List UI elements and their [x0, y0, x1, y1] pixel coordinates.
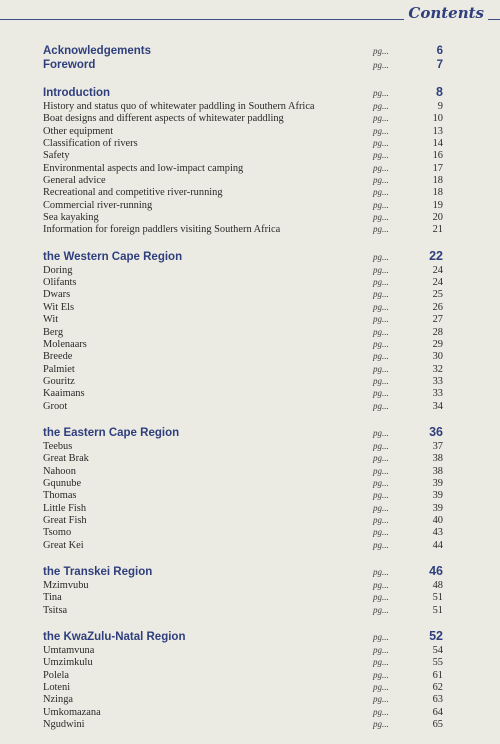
toc-entry-title: Umkomazana: [43, 706, 101, 718]
toc-entry-title: Wit Els: [43, 301, 75, 313]
toc-entry-title: Polela: [43, 669, 69, 681]
toc-entry[interactable]: [43, 656, 443, 668]
toc-page-number: 25: [432, 289, 443, 301]
toc-entry[interactable]: [43, 137, 443, 149]
toc-page-abbrev: pg...: [373, 604, 389, 615]
toc-entry-title: Sea kayaking: [43, 212, 99, 224]
toc-page-abbrev: pg...: [373, 113, 389, 124]
section-gap: [43, 551, 443, 563]
toc-page-number: 43: [432, 527, 443, 539]
toc-entry-title: Doring: [43, 264, 73, 276]
toc-entry-title: Tsomo: [43, 527, 72, 539]
toc-page-abbrev: pg...: [373, 199, 389, 210]
toc-page-abbrev: pg...: [373, 162, 389, 173]
toc-entry-title: Mzimvubu: [43, 580, 89, 591]
toc-page-abbrev: pg...: [373, 314, 389, 325]
toc-page-number: 29: [432, 338, 443, 350]
toc-entry[interactable]: [43, 502, 443, 514]
toc-page-abbrev: pg...: [373, 88, 389, 98]
toc-entry-title: Other equipment: [43, 125, 114, 137]
toc-entry[interactable]: [43, 440, 443, 452]
toc-page-abbrev: pg...: [373, 657, 389, 668]
toc-entry-title: Berg: [43, 326, 64, 338]
toc-page-abbrev: pg...: [373, 224, 389, 235]
toc-entry[interactable]: [43, 539, 443, 551]
toc-entry-title: Kaaimans: [43, 388, 85, 400]
toc-page-number: 44: [432, 539, 443, 551]
toc-page-number: 6: [436, 45, 443, 57]
toc-entry-title: the Transkei Region: [43, 566, 153, 578]
toc-page-abbrev: pg...: [373, 502, 389, 513]
toc-page-number: 36: [429, 424, 443, 439]
toc-entry-title: Ngudwini: [43, 719, 85, 731]
toc-entry-title: Gqunube: [43, 477, 82, 489]
toc-page-abbrev: pg...: [373, 567, 389, 577]
toc-page-number: 46: [429, 564, 443, 578]
toc-entry[interactable]: [43, 452, 443, 464]
toc-entry-title: Nahoon: [43, 465, 76, 477]
toc-section-heading[interactable]: [43, 424, 443, 440]
toc-page-number: 13: [432, 125, 443, 137]
toc-page-abbrev: pg...: [373, 514, 389, 525]
section-gap: [43, 412, 443, 424]
toc-entry-title: Great Fish: [43, 514, 87, 526]
toc-page-number: 61: [432, 669, 443, 681]
toc-page-abbrev: pg...: [373, 326, 389, 337]
toc-page-abbrev: pg...: [373, 580, 389, 590]
toc-page-number: 52: [429, 629, 443, 644]
toc-page-abbrev: pg...: [373, 363, 389, 374]
toc-page-abbrev: pg...: [373, 150, 389, 161]
toc-entry[interactable]: [43, 718, 443, 730]
toc-entry-title: Tsitsa: [43, 604, 68, 616]
toc-page-number: 55: [432, 657, 443, 669]
toc-page-number: 39: [432, 477, 443, 489]
toc-entry-title: Nzinga: [43, 694, 74, 706]
toc-page-number: 32: [432, 363, 443, 375]
toc-entry-title: Safety: [43, 150, 70, 162]
toc-page-abbrev: pg...: [373, 388, 389, 399]
toc-entry[interactable]: [43, 211, 443, 223]
toc-entry[interactable]: [43, 579, 443, 591]
toc-entry[interactable]: [43, 223, 443, 235]
toc-entry[interactable]: [43, 489, 443, 501]
toc-entry-title: Recreational and competitive river-running: [43, 187, 223, 199]
toc-page-number: 21: [432, 224, 443, 236]
toc-entry-title: Wit: [43, 314, 59, 326]
toc-page-number: 48: [432, 580, 443, 591]
toc-page-number: 27: [432, 314, 443, 326]
toc-entry[interactable]: [43, 375, 443, 387]
toc-section-heading[interactable]: [43, 45, 443, 59]
toc-page-number: 24: [432, 264, 443, 276]
toc-page-abbrev: pg...: [373, 251, 389, 262]
toc-page-number: 20: [432, 212, 443, 224]
toc-page-abbrev: pg...: [373, 101, 389, 111]
toc-page-abbrev: pg...: [373, 427, 389, 438]
toc-entry[interactable]: [43, 186, 443, 198]
toc-entry[interactable]: [43, 514, 443, 526]
toc-page-abbrev: pg...: [373, 138, 389, 149]
toc-entry-title: Groot: [43, 400, 68, 412]
toc-page-abbrev: pg...: [373, 187, 389, 198]
toc-entry-title: Thomas: [43, 490, 77, 502]
toc-page-abbrev: pg...: [373, 669, 389, 680]
toc-entry-title: Boat designs and different aspects of whitewater paddling: [43, 113, 284, 125]
toc-section-heading[interactable]: [43, 84, 443, 100]
toc-entry[interactable]: [43, 199, 443, 211]
toc-page-abbrev: pg...: [373, 375, 389, 386]
toc-page-abbrev: pg...: [373, 592, 389, 603]
toc-entry[interactable]: [43, 112, 443, 124]
toc-entry-title: Environmental aspects and low-impact camping: [43, 162, 244, 174]
toc-page-number: 54: [432, 645, 443, 657]
toc-page-abbrev: pg...: [373, 490, 389, 501]
toc-entry[interactable]: [43, 693, 443, 705]
toc-entry-title: Classification of rivers: [43, 138, 138, 150]
toc-entry[interactable]: [43, 162, 443, 174]
toc-page-number: 10: [432, 113, 443, 125]
toc-page-number: 22: [429, 248, 443, 263]
toc-entry-title: Teebus: [43, 440, 73, 452]
toc-page-number: 39: [432, 502, 443, 514]
toc-entry-title: the Western Cape Region: [43, 250, 183, 263]
toc-page-abbrev: pg...: [373, 46, 389, 56]
toc-entry-title: Information for foreign paddlers visiting Southern Africa: [43, 224, 281, 236]
toc-entry[interactable]: [43, 313, 443, 325]
toc-page-number: 30: [432, 351, 443, 363]
toc-page-number: 64: [432, 706, 443, 718]
toc-entry[interactable]: [43, 174, 443, 186]
toc-page-abbrev: pg...: [373, 453, 389, 464]
toc-page-abbrev: pg...: [373, 400, 389, 411]
toc-entry-title: the Eastern Cape Region: [43, 426, 180, 439]
toc-page-abbrev: pg...: [373, 477, 389, 488]
section-gap: [43, 616, 443, 628]
toc-entry[interactable]: [43, 149, 443, 161]
toc-page-abbrev: pg...: [373, 682, 389, 693]
toc-page-abbrev: pg...: [373, 719, 389, 730]
toc-page-abbrev: pg...: [373, 125, 389, 136]
toc-entry[interactable]: [43, 301, 443, 313]
toc-section-heading[interactable]: [43, 248, 443, 264]
toc-section-heading[interactable]: [43, 563, 443, 579]
toc-page-number: 16: [432, 150, 443, 162]
toc-page-number: 40: [432, 514, 443, 526]
toc-page-abbrev: pg...: [373, 212, 389, 223]
toc-page-number: 39: [432, 490, 443, 502]
toc-page-number: 26: [432, 301, 443, 313]
toc-page-number: 33: [432, 388, 443, 400]
toc-entry-title: Palmiet: [43, 363, 75, 375]
toc-page-number: 19: [432, 199, 443, 211]
toc-page-abbrev: pg...: [373, 527, 389, 538]
toc-entry[interactable]: [43, 350, 443, 362]
toc-entry-title: Umtamvuna: [43, 645, 95, 657]
toc-page-number: 17: [432, 162, 443, 174]
toc-entry-title: Molenaars: [43, 338, 87, 350]
toc-page-number: 38: [432, 453, 443, 465]
toc-entry[interactable]: [43, 465, 443, 477]
toc-page-abbrev: pg...: [373, 264, 389, 275]
toc-page-abbrev: pg...: [373, 465, 389, 476]
toc-entry-title: General advice: [43, 175, 106, 187]
toc-page-abbrev: pg...: [373, 351, 389, 362]
toc-entry-title: Foreword: [43, 58, 96, 71]
toc-entry[interactable]: [43, 338, 443, 350]
toc-page-abbrev: pg...: [373, 301, 389, 312]
toc-page-abbrev: pg...: [373, 289, 389, 300]
toc-entry[interactable]: [43, 591, 443, 603]
toc-entry[interactable]: [43, 363, 443, 375]
toc-page-number: 51: [432, 592, 443, 604]
section-gap: [43, 236, 443, 248]
toc-entry[interactable]: [43, 326, 443, 338]
toc-page-number: 14: [432, 138, 443, 150]
toc-entry-title: Tina: [43, 592, 62, 604]
toc-page-abbrev: pg...: [373, 645, 389, 656]
toc-entry[interactable]: [43, 526, 443, 538]
toc-entry[interactable]: [43, 400, 443, 412]
toc-page-abbrev: pg...: [373, 706, 389, 717]
toc-entry[interactable]: [43, 706, 443, 718]
toc-page-number: 24: [432, 277, 443, 289]
toc-entry[interactable]: [43, 125, 443, 137]
toc-entry-title: Commercial river-running: [43, 199, 153, 211]
toc-page-abbrev: pg...: [373, 440, 389, 451]
toc-entry-title: History and status quo of whitewater paddling in Southern Africa: [43, 101, 315, 112]
toc-page-abbrev: pg...: [373, 539, 389, 550]
toc-page-number: 33: [432, 375, 443, 387]
toc-page-abbrev: pg...: [373, 694, 389, 705]
toc-page-number: 38: [432, 465, 443, 477]
toc-entry-title: Great Kei: [43, 539, 84, 551]
table-of-contents: [43, 45, 443, 730]
section-gap: [43, 72, 443, 84]
toc-page-number: 34: [432, 400, 443, 412]
toc-entry-title: Loteni: [43, 682, 71, 694]
toc-entry-title: Breede: [43, 351, 73, 363]
toc-entry-title: Dwars: [43, 289, 71, 301]
toc-entry-title: Introduction: [43, 87, 111, 99]
toc-entry-title: Olifants: [43, 277, 77, 289]
toc-page-abbrev: pg...: [373, 175, 389, 186]
toc-page-number: 28: [432, 326, 443, 338]
toc-page-abbrev: pg...: [373, 338, 389, 349]
toc-entry[interactable]: [43, 387, 443, 399]
toc-entry-title: the KwaZulu-Natal Region: [43, 631, 186, 644]
toc-page-abbrev: pg...: [373, 59, 389, 70]
toc-entry-title: Umzimkulu: [43, 657, 93, 669]
toc-entry-title: Acknowledgements: [43, 45, 151, 57]
toc-entry-title: Little Fish: [43, 502, 87, 514]
toc-section-heading[interactable]: [43, 59, 443, 73]
toc-page-number: 7: [436, 58, 443, 71]
toc-page-number: 18: [432, 175, 443, 187]
toc-entry-title: Gouritz: [43, 375, 75, 387]
toc-page-number: 63: [432, 694, 443, 706]
toc-section-heading[interactable]: [43, 628, 443, 644]
toc-page-abbrev: pg...: [373, 632, 389, 643]
toc-entry[interactable]: [43, 288, 443, 300]
toc-entry[interactable]: [43, 681, 443, 693]
page-title: Contents: [404, 4, 488, 22]
toc-page-number: 62: [432, 682, 443, 694]
toc-page-number: 37: [432, 440, 443, 452]
toc-entry-title: Great Brak: [43, 453, 89, 465]
toc-page-abbrev: pg...: [373, 277, 389, 288]
toc-entry[interactable]: [43, 644, 443, 656]
toc-page-number: 51: [432, 604, 443, 616]
toc-entry[interactable]: [43, 477, 443, 489]
toc-entry[interactable]: [43, 604, 443, 616]
toc-page-number: 8: [436, 85, 443, 99]
toc-entry[interactable]: [43, 264, 443, 276]
toc-entry[interactable]: [43, 100, 443, 112]
toc-entry[interactable]: [43, 669, 443, 681]
toc-page-number: 18: [432, 187, 443, 199]
toc-page-number: 9: [437, 101, 443, 112]
toc-page-number: 65: [432, 719, 443, 731]
toc-entry[interactable]: [43, 276, 443, 288]
